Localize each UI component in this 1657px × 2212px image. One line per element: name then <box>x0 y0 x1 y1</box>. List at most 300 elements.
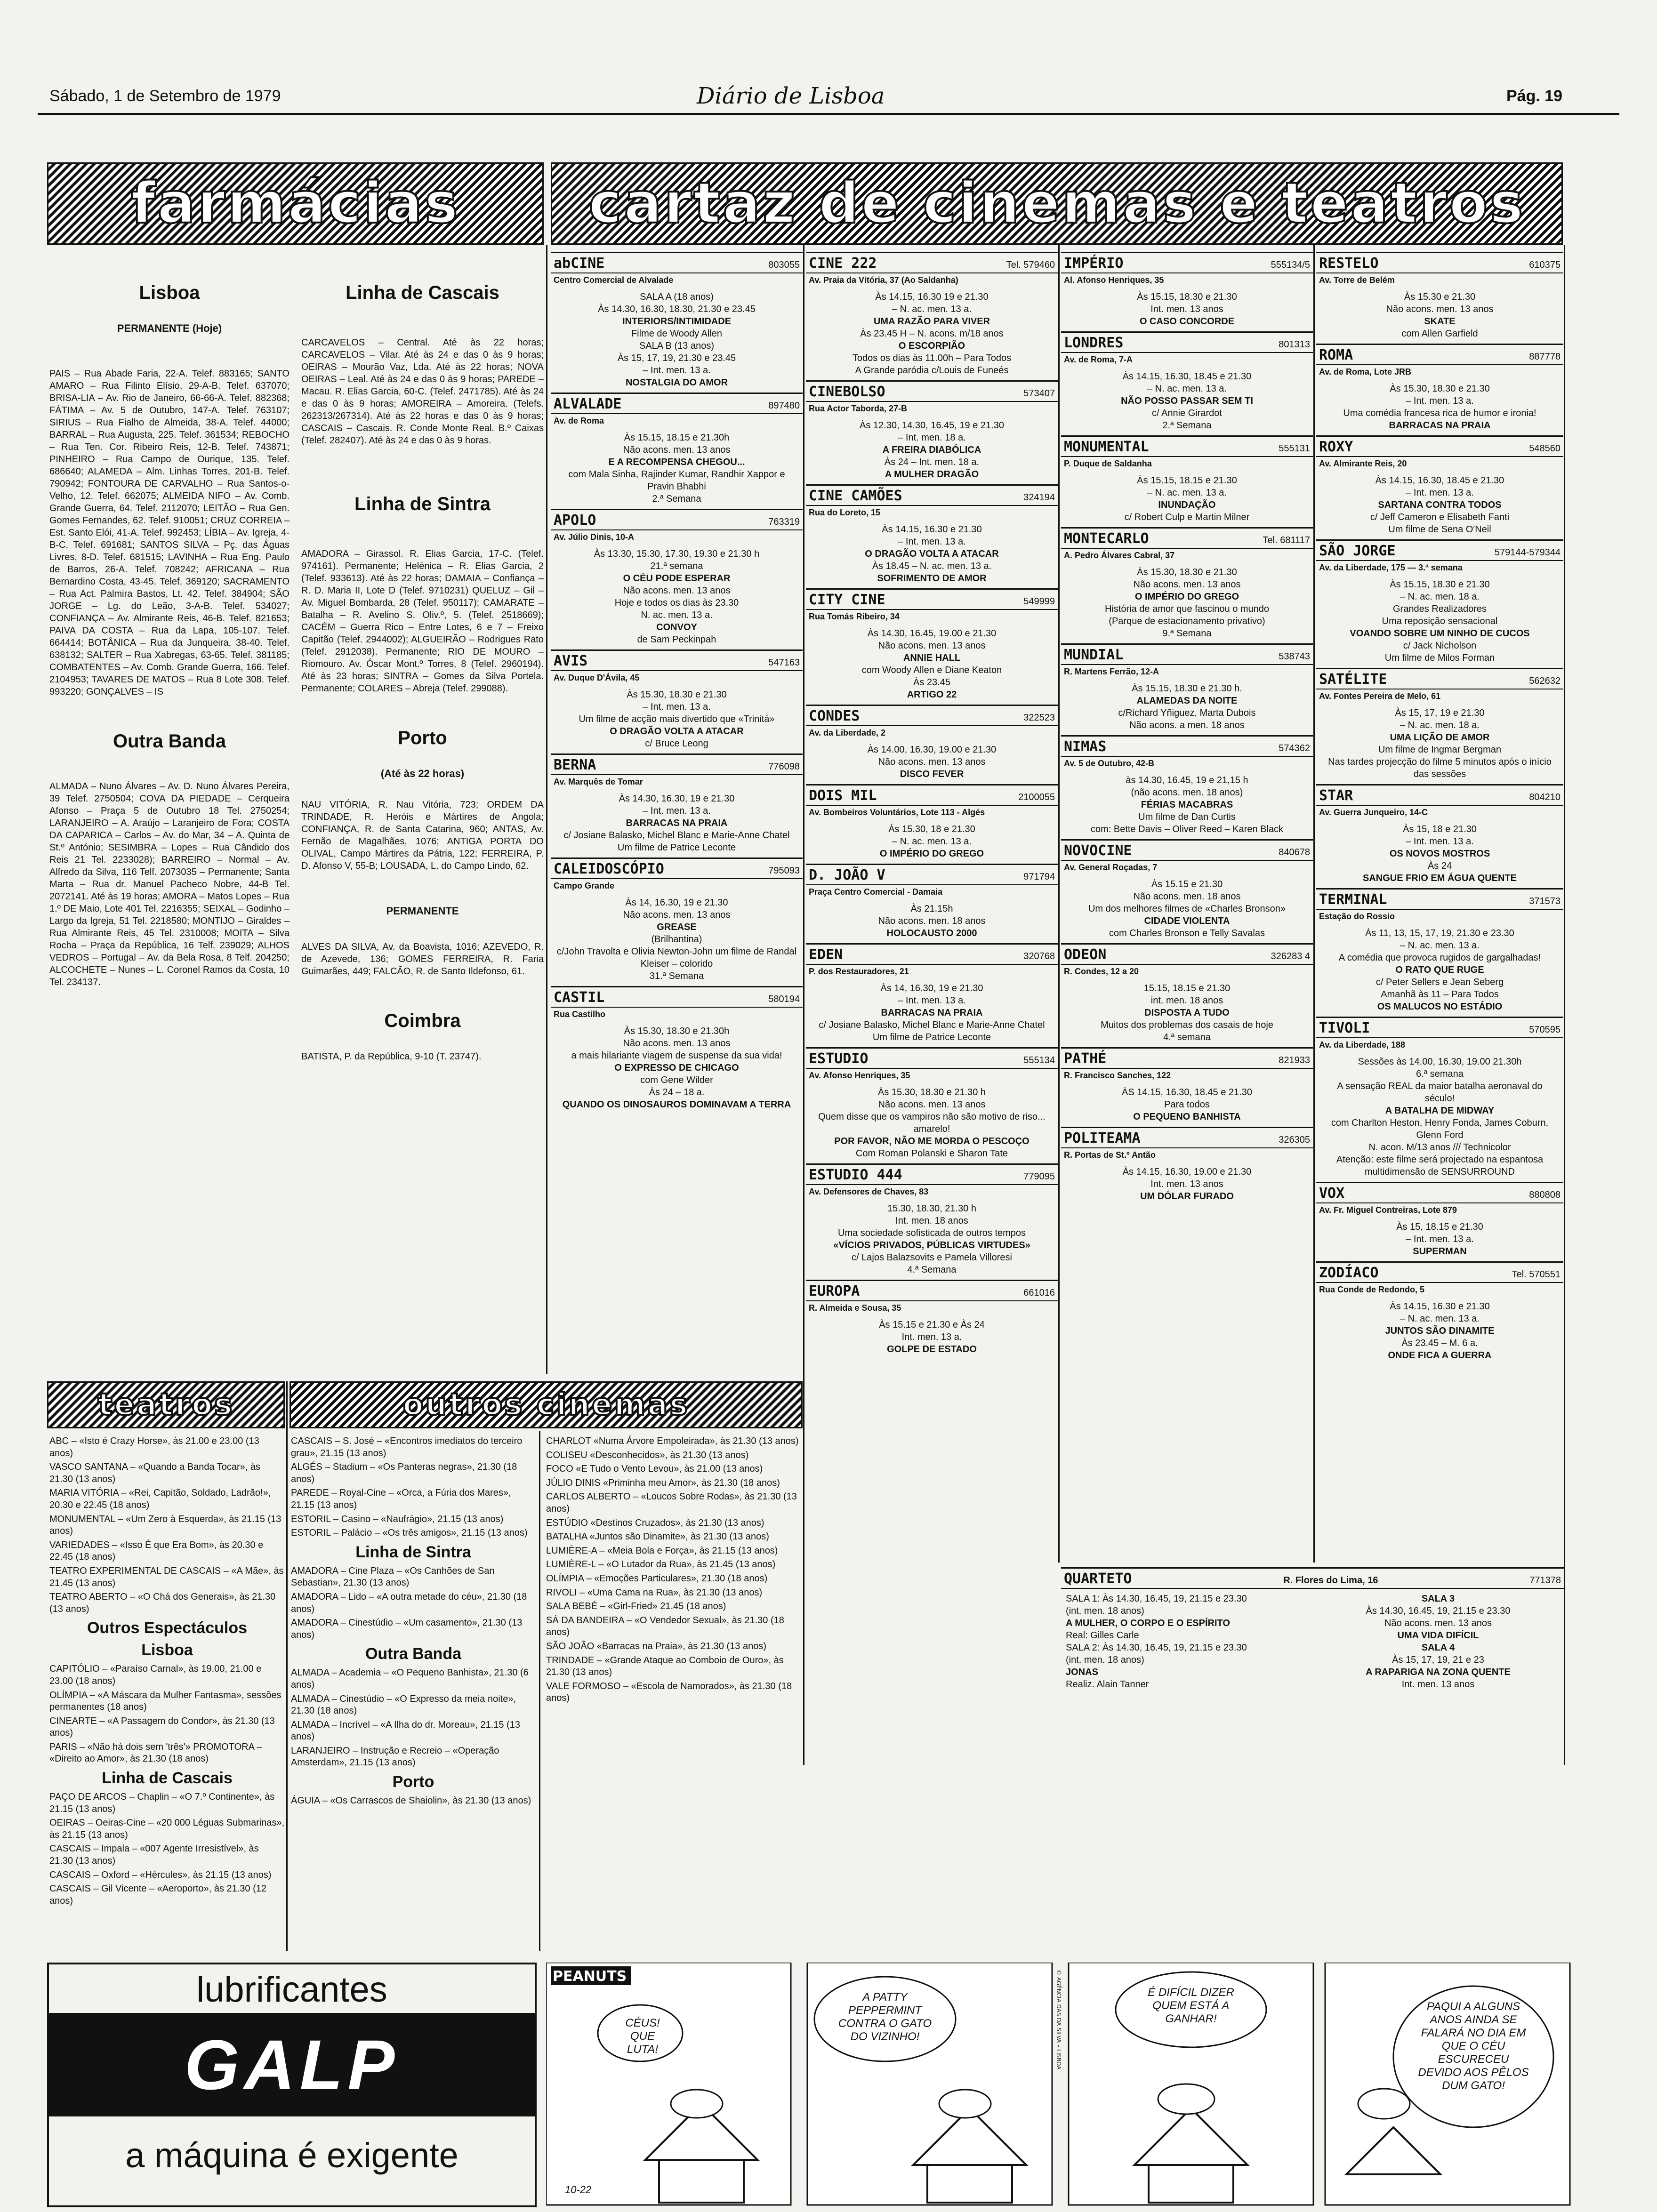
cinema-quarteto-name: QUARTETO <box>1064 1571 1132 1587</box>
cinema-address: Av. Almirante Reis, 20 <box>1319 459 1407 468</box>
cinema-program-line: Não acons. men. 18 anos <box>878 916 986 926</box>
cinema-program-line: com Charlton Heston, Henry Fonda, James Coburn, Glenn Ford <box>1331 1118 1549 1140</box>
cinema-header <box>806 486 1058 506</box>
cinema-program-line: CIDADE VIOLENTA <box>1144 916 1230 926</box>
cinema-program <box>806 1082 1058 1163</box>
cinema-program-line: Às 14.00, 16.30, 19.00 e 21.30 <box>867 745 997 755</box>
cinema-address: Av. de Roma, 7-A <box>1064 355 1133 364</box>
cinema-phone: 549999 <box>1023 596 1055 607</box>
cinema-name: MONTECARLO <box>1064 530 1149 547</box>
listing-entry: PAÇO DE ARCOS – Chaplin – «O 7.º Continente», às 21.15 (13 anos) <box>49 1792 275 1814</box>
cinema-program-line: – Int. men. 13 a. <box>1406 836 1474 847</box>
cinema-phone: 562632 <box>1529 676 1560 686</box>
cinema-program-line: Às 15, 17, 19 e 21.30 <box>1395 708 1485 718</box>
listing-entry: ESTÚDIO «Destinos Cruzados», às 21.30 (13 anos) <box>546 1517 764 1528</box>
cinema-quarteto-rooms-3-4 <box>1312 1589 1564 1694</box>
cinema-header <box>806 865 1058 885</box>
cinema-address: Av. Torre de Belém <box>1319 275 1395 285</box>
column-divider <box>1313 245 1315 1563</box>
listing-entry: BATALHA «Juntos são Dinamite», às 21.30 (13 anos) <box>546 1531 769 1542</box>
theatres-column <box>49 1435 285 1948</box>
comic-panel-4-text: PAQUI A ALGUNS ANOS AINDA SE FALARÁ NO DIA EM QUE O CÉU ESCURECEU DEVIDO AOS PÊLOS DUM GATO! <box>1418 2000 1529 2092</box>
listing-entry: ALMADA – Incrível – «A Ilha do dr. Moreau», 21.15 (13 anos) <box>291 1719 520 1742</box>
cinema-program-line: Às 13.30, 15.30, 17.30, 19.30 e 21.30 h <box>594 549 760 559</box>
cinema-program-line: c/ Peter Sellers e Jean Seberg <box>1375 977 1504 987</box>
cinema-program-line: Filme de Woody Allen <box>631 329 723 339</box>
cinema-name: TIVOLI <box>1319 1020 1370 1036</box>
cinema-program-line: Um filme de Patrice Leconte <box>872 1032 991 1042</box>
cinema-quarteto <box>1061 1567 1564 1765</box>
cinema-program-line: O RATO QUE RUGE <box>1395 965 1484 975</box>
cinema-listing <box>806 380 1058 484</box>
other-cinemas-column-2 <box>546 1435 800 1948</box>
pharmacy-lisboa-subtitle: PERMANENTE (Hoje) <box>117 322 222 334</box>
cinema-program-line: Não acons. men. 13 anos <box>623 585 731 596</box>
cinema-program-line: (não acons. men. 18 anos) <box>1131 787 1243 798</box>
listing-entry: ÁGUIA – «Os Carrascos de Shaiolin», às 21.30 (13 anos) <box>291 1795 531 1806</box>
cinema-phone: 580194 <box>768 994 800 1004</box>
cinema-listing <box>806 864 1058 943</box>
cinema-program-line: 4.ª semana <box>1163 1032 1211 1042</box>
cinema-name: CASTIL <box>554 989 605 1006</box>
cinema-program-line: c/ Josiane Balasko, Michel Blanc e Marie-Anne Chatel <box>563 830 790 841</box>
cinema-program <box>1061 679 1313 735</box>
cinema-phone: 570595 <box>1529 1025 1560 1035</box>
listing-entry: ESTORIL – Palácio – «Os três amigos», 21.15 (13 anos) <box>291 1528 528 1539</box>
cinema-phone: Tel. 579460 <box>1006 260 1055 270</box>
cinema-program-line: 6.ª semana <box>1416 1069 1464 1079</box>
cinema-listing <box>806 943 1058 1047</box>
cinema-program <box>551 544 803 649</box>
cinema-program-line: – Int. men. 13 a. <box>898 537 966 547</box>
column-divider <box>546 245 547 1374</box>
cinema-quarteto-address: R. Flores do Lima, 16 <box>1283 1575 1378 1586</box>
cinema-program <box>806 624 1058 705</box>
cinema-program-line: BARRACAS NA PRAIA <box>881 1008 983 1018</box>
listing-entry: CARLOS ALBERTO – «Loucos Sobre Rodas», às 21.30 (13 anos) <box>546 1491 797 1514</box>
cinema-program-line: GREASE <box>657 922 697 932</box>
cinema-listing <box>551 252 803 393</box>
pharmacy-porto-subtitle: (Até às 22 horas) <box>380 768 465 779</box>
cinema-program-line: com Mala Sinha, Rajinder Kumar, Randhir Xappor e Pravin Bhabhi <box>568 469 785 492</box>
cinema-program <box>1316 703 1563 784</box>
cinema-name: CONDES <box>809 708 860 724</box>
cinema-program-line: c/ Bruce Leong <box>645 738 708 749</box>
listing-entry: VASCO SANTANA – «Quando a Banda Tocar», às 21.30 (13 anos) <box>49 1462 261 1484</box>
cinema-program-line: Às 14.15, 16.30, 18.45 e 21.30 <box>1375 475 1504 486</box>
listing-entry: AMADORA – Lido – «A outra metade do céu», 21.30 (18 anos) <box>291 1591 527 1614</box>
cinema-program-line: Às 14.15, 16.30 19 e 21.30 <box>875 292 989 302</box>
cinema-program-line: ÀS 14.15, 16.30, 18.45 e 21.30 <box>1122 1087 1252 1098</box>
cinema-program-line: Atenção: este filme será projectado na espantosa multidimensão de SENSURROUND <box>1336 1154 1544 1177</box>
cinema-phone: 326305 <box>1279 1135 1310 1145</box>
cinema-program-line: SALA 4 <box>1421 1643 1455 1653</box>
cinema-listing <box>1316 668 1563 784</box>
cinema-program-line: Às 23.45 – M. 6 a. <box>1401 1338 1478 1348</box>
cinema-program-line: Às 15.15 e 21.30 <box>1151 879 1223 890</box>
cinema-phone: 326283 4 <box>1271 951 1310 962</box>
cinema-header <box>1061 1128 1313 1148</box>
cinema-name: ESTUDIO 444 <box>809 1167 902 1183</box>
cinema-program-line: Às 14.15, 16.30 e 21.30 <box>1390 1301 1490 1312</box>
theatres-banner-text: teatros <box>97 1387 234 1422</box>
cinema-program-line: N. acon. M/13 anos /// Technicolor <box>1368 1142 1511 1153</box>
listing-entry: ALMADA – Cinestúdio – «O Expresso da meia noite», 21.30 (18 anos) <box>291 1693 516 1716</box>
cinema-program-line: O DRAGÃO VOLTA A ATACAR <box>610 726 744 737</box>
cinema-header <box>806 785 1058 806</box>
cinema-program-line: Às 14.30, 16.30, 19 e 21.30 <box>619 793 735 804</box>
cinema-program-line: O IMPÉRIO DO GREGO <box>879 849 984 859</box>
listing-entry: SALA BEBÉ – «Girl-Fried» 21.45 (18 anos) <box>546 1601 726 1612</box>
cinema-header <box>1316 253 1563 273</box>
cinema-program-line: SALA A (18 anos) <box>640 292 714 302</box>
cinema-listing <box>1061 527 1313 643</box>
column-divider <box>803 245 804 1765</box>
cinema-program-line: – Int. men. 18 a. <box>898 433 966 443</box>
cinema-program-line: O EXPRESSO DE CHICAGO <box>614 1063 739 1073</box>
cinema-program-line: SARTANA CONTRA TODOS <box>1378 500 1502 510</box>
cinema-program-line: c/ Robert Culp e Martin Milner <box>1124 512 1250 522</box>
cinema-program-line: – Int. men. 13 a. <box>643 702 711 712</box>
other-cinemas-porto-title: Porto <box>392 1773 434 1791</box>
cinema-address: Rua Castilho <box>554 1010 606 1019</box>
cinema-address: Av. de Roma, Lote JRB <box>1319 367 1412 377</box>
cinema-program-line: OS MALUCOS NO ESTÁDIO <box>1377 1002 1503 1012</box>
cinema-phone: 579144-579344 <box>1494 547 1560 558</box>
cinema-program-line: de Sam Peckinpah <box>637 634 716 645</box>
cinema-name: AVIS <box>554 653 588 669</box>
listing-entry: MARIA VITÓRIA – «Rei, Capitão, Soldado, Ladrão!», 20.30 e 22.45 (18 anos) <box>49 1488 271 1510</box>
theatres-banner <box>47 1381 285 1428</box>
cinema-name: POLITEAMA <box>1064 1130 1141 1146</box>
cinema-program-line: com Woody Allen e Diane Keaton <box>861 665 1002 675</box>
cinema-program-line: Às 15, 17, 19, 21.30 e 23.45 <box>617 353 736 363</box>
cinema-program-line: Às 23.45 H – N. acons. m/18 anos <box>860 329 1004 339</box>
cinema-column-4 <box>1316 252 1563 1563</box>
cinema-header <box>1316 890 1563 910</box>
theatres-cascais-title: Linha de Cascais <box>102 1769 233 1787</box>
cinema-program-line: GOLPE DE ESTADO <box>887 1344 977 1354</box>
cinema-program <box>551 428 803 509</box>
listing-entry: SÃO JOÃO «Barracas na Praia», às 21.30 (13 anos) <box>546 1641 767 1651</box>
cinema-header <box>551 510 803 530</box>
cinema-address: R. Almeida e Sousa, 35 <box>809 1303 901 1313</box>
cinema-listing <box>1316 1182 1563 1261</box>
cinema-program-line: UMA VIDA DIFÍCIL <box>1397 1630 1479 1641</box>
listing-entry: SÁ DA BANDEIRA – «O Vendedor Sexual», às 21.30 (18 anos) <box>546 1615 784 1638</box>
cinema-program-line: BARRACAS NA PRAIA <box>1389 420 1491 431</box>
cinema-program-line: Não acons. men. 13 anos <box>1133 579 1241 590</box>
cinema-program-line: Realiz. Alain Tanner <box>1066 1679 1149 1690</box>
cinema-program-line: SALA 2: Às 14.30, 16.45, 19, 21.15 e 23.30 <box>1066 1643 1247 1653</box>
listing-entry: AMADORA – Cinestúdio – «Um casamento», 21.30 (13 anos) <box>291 1618 523 1640</box>
cinema-program-line: O IMPÉRIO DO GREGO <box>1134 592 1239 602</box>
pharmacy-cascais-text: CARCAVELOS – Central. Até às 22 horas; CARCAVELOS – Vilar. Até às 24 e das 0 às 9 horas; OEIRAS – Mourão Vaz, Lda. Até às 22 horas; NOVA OEIRAS – Leal. Até às 24 e das 0 às 9 horas; PAREDE – Macau. R. Elias Garcia, 60-C. (Telef. 2471785). Até às 24 e das 0 às 9 horas; AMOREIRA – Amoreira. (Telefs. 262313/267314). Até às 22 horas e das 0 às 9 horas; CASCAIS – Cascais. R. Conde Monte Real. B.º Caixas (Telef. 282407). Até às 24 e das 0 às 9 horas. <box>301 337 544 446</box>
cinema-address: Rua Tomás Ribeiro, 34 <box>809 612 900 621</box>
cinema-name: CITY CINE <box>809 592 885 608</box>
cinema-phone: 574362 <box>1279 743 1310 753</box>
cinema-name: ZODÍACO <box>1319 1265 1379 1281</box>
cinema-program-line: 4.ª Semana <box>907 1265 957 1275</box>
cinema-program-line: UMA LIÇÃO DE AMOR <box>1390 732 1490 743</box>
cinema-program-line: Às 14, 16.30, 19 e 21.30 <box>625 898 728 908</box>
cinema-program <box>1316 471 1563 539</box>
cinema-program-line: «VÍCIOS PRIVADOS, PÚBLICAS VIRTUDES» <box>833 1240 1030 1250</box>
listing-entry: CHARLOT «Numa Árvore Empoleirada», às 21.30 (13 anos) <box>546 1436 799 1446</box>
cinema-program-line: Int. men. 13 a. <box>901 1332 962 1342</box>
cinema-address: R. Francisco Sanches, 122 <box>1064 1071 1171 1080</box>
cinema-phone: Tel. 681117 <box>1263 535 1310 545</box>
pharmacy-porto-title: Porto <box>398 728 447 748</box>
cinema-listing <box>806 1280 1058 1359</box>
cinema-program-line: Não acons. a men. 18 anos <box>1129 720 1245 730</box>
cinema-header <box>1061 437 1313 457</box>
cinema-program-line: Às 15.30, 18 e 21.30 <box>888 824 975 834</box>
cinema-program-line: Às 14.15, 16.30, 19.00 e 21.30 <box>1122 1167 1252 1177</box>
pharmacy-porto-text: NAU VITÓRIA, R. Nau Vitória, 723; ORDEM DA TRINDADE, R. Heróis e Mártires de Angola; CONFIANÇA, R. de Santa Catarina, 960; ANTAS, Av. Fernão de Magalhães, 1076; ANTIGA PORTA DO OLIVAL, Campo Mártires da Pátria, 122; FERREIRA, P. D. Afonso V, 55-B; LOUSADA, L. do Campo Lindo, 62. <box>301 800 544 871</box>
pharmacy-sintra-text: AMADORA – Girassol. R. Elias Garcia, 17-C. (Telef. 974161). Permanente; Helénica – R. Elias Garcia, 2 (Telef. 933613). Até às 22 horas; DAMAIA – Confiança – R. D. Maria II, Lote D (Telef. 9710231) QUELUZ – Gil – Av. Miguel Bombarda, 28 (Telef. 950117); CAMARATE – Batalha – R. Avelino S. Oliv.º, 5. (Telef. 2518669); CACÉM – Guerra Rico – Entre Lotes, 6 e 7 – Freixo Capitão (Telef. 2944002); ALGUEIRÃO – Rodrigues Rato (Telef. 2912038). Permanente; RIO DE MOURO – Riomouro. Av. Óscar Mont.º Torres, 8 (Telef. 2960194). Até às 23 horas; SINTRA – Gomes da Silva Portela. Permanente; COLARES – Abreja (Telef. 299088). <box>301 549 544 694</box>
cinema-address: Al. Afonso Henriques, 35 <box>1064 275 1164 285</box>
cinema-name: CINE 222 <box>809 255 877 272</box>
comic-panel-1-text: CÉUS! QUE LUTA! <box>625 2017 660 2056</box>
cinema-listing <box>1061 331 1313 435</box>
listing-entry: LUMIÈRE-A – «Meia Bola e Força», às 21.15 (13 anos) <box>546 1545 778 1556</box>
cinema-phone: 801313 <box>1279 339 1310 350</box>
cinema-program <box>551 789 803 858</box>
cinema-listing <box>1061 435 1313 527</box>
cinema-program-line: A comédia que provoca rugidos de gargalhadas! <box>1338 953 1541 963</box>
cinema-program-line: Às 14.30, 16.45, 19, 21.15 e 23.30 <box>1366 1606 1511 1616</box>
cinema-header <box>551 394 803 414</box>
cinema-listing <box>806 1047 1058 1163</box>
cinema-listing <box>1316 252 1563 344</box>
cinema-program <box>1061 978 1313 1047</box>
cinema-listing <box>1316 888 1563 1017</box>
cinema-program-line: 15.30, 18.30, 21.30 h <box>887 1203 977 1214</box>
pharmacy-lisboa-title: Lisboa <box>139 282 200 303</box>
masthead-title: Diário de Lisboa <box>697 83 885 109</box>
cinema-address: Av. Defensores de Chaves, 83 <box>809 1187 929 1196</box>
cinema-header <box>1316 1263 1563 1283</box>
cinema-phone: 887778 <box>1529 352 1560 362</box>
listing-entry: OLÍMPIA – «Emoções Particulares», 21.30 (18 anos) <box>546 1573 768 1584</box>
cinema-program-line: – Int. men. 13 a. <box>1406 1234 1474 1244</box>
cinema-phone: 538743 <box>1279 651 1310 662</box>
cinema-header <box>1061 645 1313 665</box>
cinemas-banner-text: cartaz de cinemas e teatros <box>588 171 1525 236</box>
cinema-name: ESTUDIO <box>809 1050 869 1067</box>
comic-title: PEANUTS <box>553 1968 627 1985</box>
cinema-listing <box>1316 1261 1563 1365</box>
cinema-header <box>551 859 803 879</box>
cinema-address: Av. da Liberdade, 2 <box>809 728 886 737</box>
cinema-program-line: Às 15.15, 18.30 e 21.30 <box>1390 579 1490 590</box>
cinema-program-line: c/John Travolta e Olivia Newton-John um filme de Randal Kleiser – colorido <box>556 946 797 969</box>
listing-entry: CASCAIS – S. José – «Encontros imediatos do terceiro grau», 21.15 (13 anos) <box>291 1436 523 1459</box>
cinema-program-line: SOFRIMENTO DE AMOR <box>877 573 987 584</box>
cinema-listing <box>1061 1047 1313 1127</box>
cinema-program-line: Às 15.30, 18.30 e 21.30 <box>1390 384 1490 394</box>
cinema-address: Av. de Roma <box>554 416 604 425</box>
cinema-phone: 804210 <box>1529 792 1560 802</box>
cinema-phone: 971794 <box>1023 872 1055 882</box>
cinema-program <box>1316 1052 1563 1182</box>
cinema-phone: 573407 <box>1023 388 1055 399</box>
cinema-listing <box>1061 943 1313 1047</box>
cinema-program <box>806 899 1058 943</box>
cinema-program <box>806 819 1058 864</box>
cinema-program-line: int. men. 18 anos <box>1150 995 1223 1006</box>
cinema-listing <box>806 252 1058 380</box>
cinema-program-line: UM DÓLAR FURADO <box>1140 1191 1234 1202</box>
cinema-phone: 763319 <box>768 517 800 527</box>
column-divider <box>539 1431 540 1951</box>
cinema-listing <box>1316 435 1563 539</box>
cinema-name: ROMA <box>1319 347 1353 363</box>
cinema-program-line: Às 15.15, 18.30 e 21.30 <box>1137 292 1237 302</box>
listing-entry: TEATRO EXPERIMENTAL DE CASCAIS – «A Mãe», às 21.45 (13 anos) <box>49 1565 284 1588</box>
cinema-program-line: (int. men. 18 anos) <box>1066 1606 1144 1616</box>
cinema-name: SATÉLITE <box>1319 671 1387 688</box>
other-cinemas-outra-banda-title: Outra Banda <box>365 1645 462 1663</box>
cinema-program-line: Hoje e todos os dias às 23.30 <box>614 598 739 608</box>
cinema-address: Av. General Roçadas, 7 <box>1064 863 1158 872</box>
cinema-header <box>551 253 803 273</box>
cinema-program-line: ARTIGO 22 <box>907 689 957 700</box>
cinema-program-line: A MULHER DRAGÃO <box>885 469 979 480</box>
cinema-address: Estação do Rossio <box>1319 912 1395 921</box>
cinema-header <box>1316 345 1563 365</box>
cinema-address: R. Portas de St.º Antão <box>1064 1150 1156 1160</box>
cinema-program-line: OS NOVOS MOSTROS <box>1389 849 1490 859</box>
cinema-program-line: – Int. men. 13 a. <box>1406 488 1474 498</box>
cinema-name: APOLO <box>554 512 596 529</box>
cinema-program-line: NÃO POSSO PASSAR SEM TI <box>1121 396 1253 406</box>
cinema-program-line: Não acons. men. 13 anos <box>623 445 731 455</box>
cinema-program-line: N. ac. men. 13 a. <box>641 610 713 620</box>
cinema-listing <box>1061 252 1313 331</box>
galp-tagline: a máquina é exigente <box>125 2136 458 2175</box>
masthead-date: Sábado, 1 de Setembro de 1979 <box>49 87 281 105</box>
pharmacy-outra-banda-title: Outra Banda <box>113 731 226 752</box>
listing-entry: ALMADA – Academia – «O Pequeno Banhista», 21.30 (6 anos) <box>291 1667 529 1690</box>
cinema-program <box>551 287 803 393</box>
cinema-program-line: a mais hilariante viagem de suspense da sua vida! <box>571 1050 782 1061</box>
cinema-program-line: Um filme de Sena O'Neil <box>1388 524 1491 535</box>
cinema-address: Av. Júlio Dinis, 10-A <box>554 532 635 542</box>
cinema-header <box>806 1049 1058 1069</box>
cinema-program <box>1316 575 1563 668</box>
cinema-header <box>1316 669 1563 689</box>
cinema-program-line: Int. men. 18 anos <box>895 1216 968 1226</box>
comic-date: 10-22 <box>565 2184 592 2196</box>
listing-entry: JÚLIO DINIS «Priminha meu Amor», às 21.30 (18 anos) <box>546 1477 780 1488</box>
listing-entry: TRINDADE – «Grande Ataque ao Comboio de Ouro», às 21.30 (13 anos) <box>546 1655 784 1678</box>
cinema-program <box>806 740 1058 784</box>
cinema-program-line: Não acons. men. 13 anos <box>1384 1618 1492 1628</box>
cinema-program-line: Às 18.45 – N. ac. men. 13 a. <box>872 561 992 571</box>
cinema-program-line: Às 15, 17, 19, 21 e 23 <box>1392 1655 1484 1665</box>
cinema-program-line: CONVOY <box>656 622 697 633</box>
cinema-address: Av. Praia da Vitória, 37 (Ao Saldanha) <box>809 275 958 285</box>
cinema-phone: 555134 <box>1023 1055 1055 1066</box>
cinema-header <box>1061 841 1313 861</box>
cinema-program-line: Às 12.30, 14.30, 16.45, 19 e 21.30 <box>860 420 1004 431</box>
cinema-header <box>1316 1183 1563 1203</box>
cinema-listing <box>551 393 803 509</box>
cinema-header <box>806 382 1058 402</box>
cinema-program-line: Uma sociedade sofisticada de outros tempos <box>837 1228 1026 1238</box>
cinema-listing <box>806 484 1058 588</box>
cinema-program-line: – N. ac. men. 13 a. <box>1147 488 1227 498</box>
cinema-program-line: HOLOCAUSTO 2000 <box>886 928 977 938</box>
cinema-phone: 897480 <box>768 401 800 411</box>
cinema-program-line: 31.ª Semana <box>649 971 704 981</box>
listing-entry: MONUMENTAL – «Um Zero à Esquerda», às 21.15 (13 anos) <box>49 1514 282 1537</box>
cinema-program <box>806 520 1058 588</box>
pharmacy-porto-permanent-title: PERMANENTE <box>386 905 459 917</box>
cinema-program-line: Um filme de Patrice Leconte <box>617 842 736 853</box>
cinema-program <box>551 685 803 753</box>
cinema-program-line: Todos os dias às 11.00h – Para Todos <box>852 353 1012 363</box>
cinema-program <box>1316 379 1563 435</box>
cinema-program-line: 9.ª Semana <box>1162 628 1212 639</box>
theatres-lisboa-title: Lisboa <box>141 1641 193 1659</box>
cinema-program-line: SALA 3 <box>1421 1594 1455 1604</box>
cinema-address: Centro Comercial de Alvalade <box>554 275 674 285</box>
cinema-program-line: – N. ac. men. 13 a. <box>892 304 972 314</box>
masthead-rule <box>38 113 1619 115</box>
listing-entry: TEATRO ABERTO – «O Chá dos Generais», às 21.30 (13 anos) <box>49 1592 276 1614</box>
listing-entry: OEIRAS – Oeiras-Cine – «20 000 Léguas Submarinas», às 21.15 (13 anos) <box>49 1818 285 1840</box>
cinema-program-line: (Parque de estacionamento privativo) <box>1109 616 1265 626</box>
listing-entry: CASCAIS – Oxford – «Hércules», às 21.15 (13 anos) <box>49 1869 272 1880</box>
cinema-program-line: – Int. men. 13 a. <box>898 995 966 1006</box>
listing-entry: VARIEDADES – «Isso É que Era Bom», às 20.30 e 22.45 (18 anos) <box>49 1539 264 1563</box>
listing-entry: PAREDE – Royal-Cine – «Orca, a Fúria dos Mares», 21.15 (13 anos) <box>291 1488 511 1510</box>
listing-entry: CAPITÓLIO – «Paraíso Carnal», às 19.00, 21.00 e 23.00 (18 anos) <box>49 1664 262 1686</box>
listing-entry: VALE FORMOSO – «Escola de Namorados», às 21.30 (18 anos) <box>546 1681 792 1704</box>
cinema-program-line: Não acons. men. 13 anos <box>878 757 986 767</box>
cinema-program-line: com Gene Wilder <box>640 1075 713 1085</box>
cinema-program-line: DISCO FEVER <box>900 769 964 779</box>
cinema-program-line: Às 15.30, 18.30 e 21.30h <box>624 1026 730 1036</box>
cinema-program <box>806 1315 1058 1359</box>
cinema-address: Av. 5 de Outubro, 42-B <box>1064 759 1155 768</box>
cinema-program-line: INTERIORS/INTIMIDADE <box>622 316 732 327</box>
cinema-program-line: Não acons. men. 18 anos <box>1133 891 1241 902</box>
galp-logo: GALP <box>49 2013 535 2116</box>
cinema-program-line: ANNIE HALL <box>903 653 961 663</box>
cinema-program-line: – N. ac. men. 18 a. <box>1400 720 1480 730</box>
cinema-program-line: Às 15.15, 18.15 e 21.30h <box>624 433 730 443</box>
cinema-listing <box>551 649 803 753</box>
cinema-address: Av. Guerra Junqueiro, 14-C <box>1319 808 1428 817</box>
pharmacy-outra-banda-text: ALMADA – Nuno Álvares – Av. D. Nuno Álvares Pereira, 39 Telef. 2750504; COVA DA PIEDADE – Cerqueira Afonso – Praça 5 de Outubro 18 Tel. 2750254; LARANJEIRO – A. Araújo – Laranjeiro de Fora; COSTA DA CAPARICA – Carlos – Av. do Mar, 34 – A. Quinta de St.º António; SESIMBRA – Lopes – Rua Cândido dos Reis 21 Tel. 2233028); BARREIRO – Normal – Av. Alfredo da Silva, 116 Telf. 2073035 – Permanente; Santa Marta – Rua dr. Manuel Pacheco Nobre, 44-B Tel. 2072141. Até às 19 horas; AMORA – Matos Lopes – Rua 1.º DE Maio, Lote 401 Tel. 2216355; SEIXAL – Godinho – Largo da Igreja, 51 Tel. 2218580; MONTIJO – Giraldes – Rua Almirante Reis, 45 Tel. 2310008; MOITA – Silva Rocha – Praça da República, 16 Telf. 239029; ALHOS VEDROS – Portugal – Av. da Bela Rosa, 8 Telf. 204250; ALCOCHETE – Nunes – L. Coronel Ramos da Costa, 10 Tel. 234137. <box>49 781 290 987</box>
cinema-program-line: ONDE FICA A GUERRA <box>1388 1350 1492 1361</box>
cinema-program-line: Não acons. men. 13 anos <box>623 910 731 920</box>
cinema-program-line: A MULHER, O CORPO E O ESPÍRITO <box>1066 1618 1230 1628</box>
cinema-name: D. JOÃO V <box>809 867 885 883</box>
cinema-address: Av. da Liberdade, 175 — 3.ª semana <box>1319 563 1463 572</box>
cinema-phone: 779095 <box>1023 1171 1055 1182</box>
cinema-program-line: Às 14.30, 16.45, 19.00 e 21.30 <box>867 628 997 639</box>
cinema-phone: 610375 <box>1529 260 1560 270</box>
cinema-name: VOX <box>1319 1185 1345 1202</box>
cinema-program-line: c/ Annie Girardot <box>1152 408 1222 418</box>
cinema-phone: Tel. 570551 <box>1512 1269 1560 1280</box>
cinema-program-line: Sessões às 14.00, 16.30, 19.00 21.30h <box>1358 1057 1522 1067</box>
